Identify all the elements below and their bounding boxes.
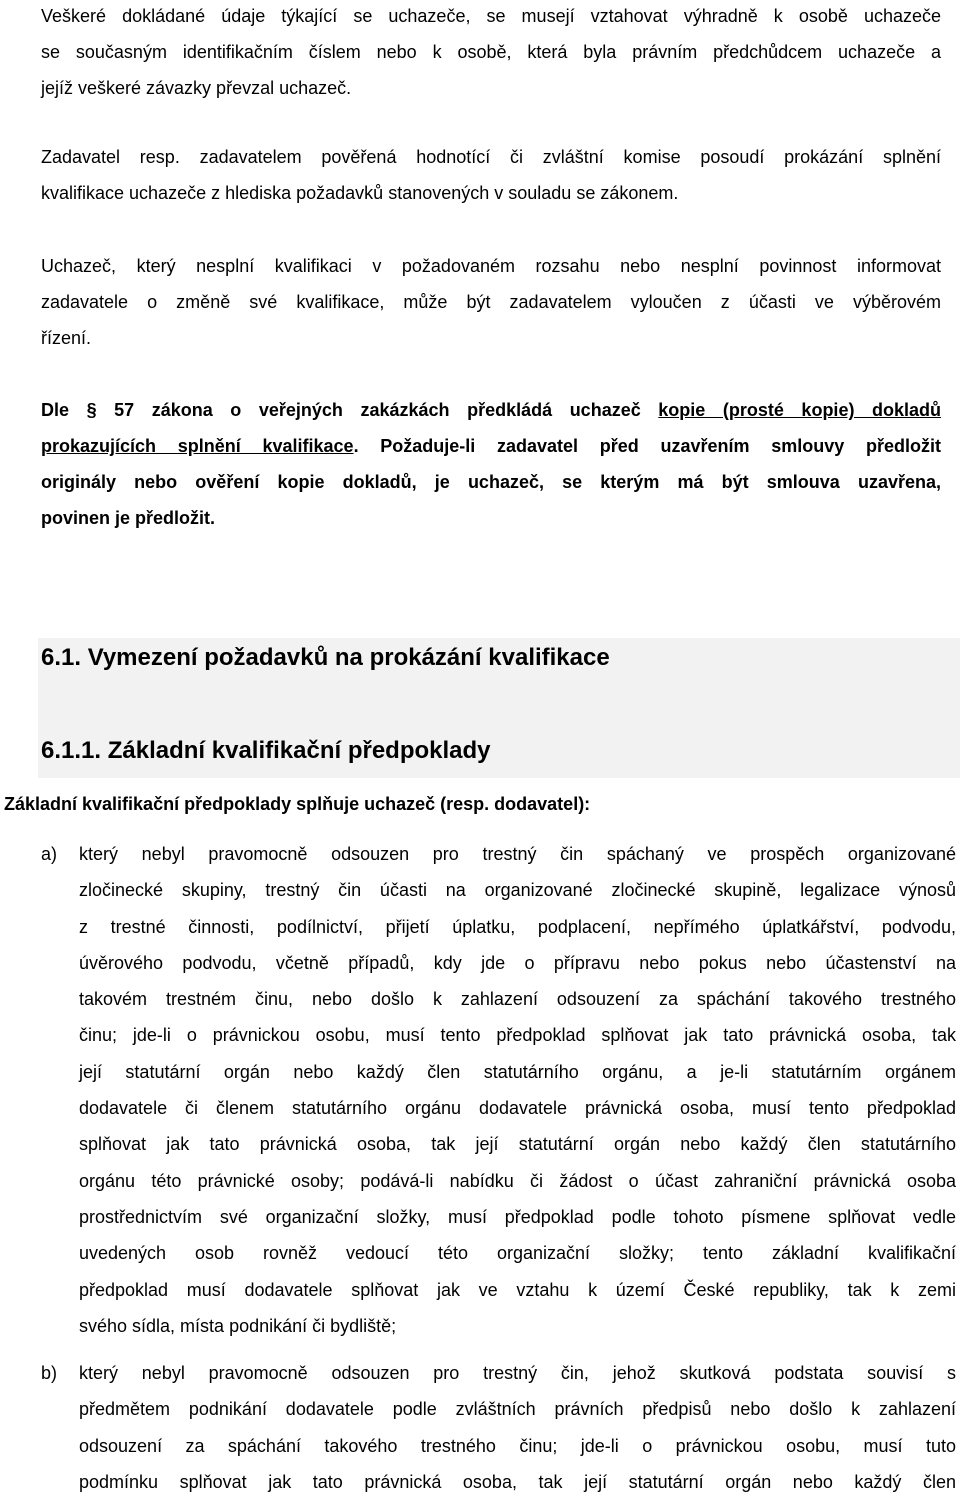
list-item-line: úvěrového podvodu, včetně případů, kdy jde o přípravu nebo pokus nebo účastenství na bbox=[79, 952, 956, 973]
list-item-line: odsouzení za spáchání takového trestného činu; jde-li o právnickou osobu, musí tuto bbox=[79, 1435, 956, 1456]
underlined-text: kopie (prosté kopie) dokladů bbox=[658, 400, 942, 420]
paragraph-documents bbox=[41, 392, 941, 536]
section-heading: 6.1. Vymezení požadavků na prokázání kvalifikace bbox=[41, 644, 610, 671]
list-item bbox=[41, 1355, 956, 1500]
paragraph-line: řízení. bbox=[41, 328, 92, 348]
paragraph-text: Dle § 57 zákona o veřejných zakázkách předkládá uchazeč bbox=[41, 400, 659, 420]
list-item-line: prostřednictvím své organizační složky, musí předpoklad podle tohoto písmene splňovat vedle bbox=[79, 1206, 956, 1227]
list-item-line: uvedených osob rovněž vedoucí této organizační složky; tento základní kvalifikační bbox=[79, 1243, 956, 1264]
list-item-line: který nebyl pravomocně odsouzen pro trestný čin, jehož skutková podstata souvisí s bbox=[79, 1363, 956, 1383]
paragraph-line: zadavatele o změně své kvalifikace, může být zadavatelem vyloučen z účasti ve výběrovém bbox=[41, 292, 941, 312]
list-item-label: a) bbox=[41, 844, 58, 864]
list-item-line: zločinecké skupiny, trestný čin účasti na organizované zločinecké skupině, legalizace výnosů bbox=[79, 880, 956, 901]
underlined-text: prokazujících splnění kvalifikace bbox=[41, 436, 354, 456]
paragraph-line: originály nebo ověření kopie dokladů, je uchazeč, se kterým má být smlouva uzavřena, bbox=[41, 472, 941, 492]
list-item-body bbox=[79, 836, 956, 1344]
list-item-line: takovém trestném činu, nebo došlo k zahlazení odsouzení za spáchání takového trestného bbox=[79, 989, 956, 1010]
paragraph-line: jejíž veškeré závazky převzal uchazeč. bbox=[41, 78, 352, 98]
list-item-label: b) bbox=[41, 1363, 58, 1383]
list-item-line: předpoklad musí dodavatele splňovat jak ve vztahu k území České republiky, tak k zemi bbox=[79, 1279, 956, 1300]
paragraph-line bbox=[41, 392, 941, 428]
paragraph-line: Zadavatel resp. zadavatelem pověřená hodnotící či zvláštní komise posoudí prokázání splnění bbox=[41, 147, 941, 167]
paragraph-line: kvalifikace uchazeče z hlediska požadavků stanovených v souladu se zákonem. bbox=[41, 183, 679, 203]
paragraph-exclusion bbox=[41, 248, 941, 356]
list-item-line: svého sídla, místa podnikání či bydliště; bbox=[79, 1315, 397, 1336]
paragraph-line bbox=[41, 428, 941, 464]
list-item-line: podmínku splňovat jak tato právnická osoba, tak její statutární orgán nebo každý člen bbox=[79, 1471, 956, 1492]
paragraph-text: . Požaduje-li zadavatel před uzavřením smlouvy předložit bbox=[353, 436, 941, 456]
list-item-line: činu; jde-li o právnickou osobu, musí tento předpoklad splňovat jak tato právnická osoba, tak bbox=[79, 1025, 956, 1046]
list-item-line: orgánu této právnické osoby; podává-li nabídku či žádost o účast zahraniční právnická osoba bbox=[79, 1170, 956, 1191]
paragraph-line: se současným identifikačním číslem nebo k osobě, která byla právním předchůdcem uchazeče a bbox=[41, 42, 941, 62]
list-item-line: předmětem podnikání dodavatele podle zvláštních právních předpisů nebo došlo k zahlazení bbox=[79, 1399, 956, 1420]
paragraph-assessment bbox=[41, 139, 941, 211]
paragraph-line: Veškeré dokládané údaje týkající se uchazeče, se musejí vztahovat výhradně k osobě uchazeče bbox=[41, 6, 941, 26]
list-item-line: který nebyl pravomocně odsouzen pro trestný čin spáchaný ve prospěch organizované bbox=[79, 844, 956, 864]
paragraph-identity bbox=[41, 0, 941, 106]
requirements-intro: Základní kvalifikační předpoklady splňuje uchazeč (resp. dodavatel): bbox=[4, 794, 591, 814]
list-item bbox=[41, 836, 956, 1344]
list-item-body bbox=[79, 1355, 956, 1500]
paragraph-line: povinen je předložit. bbox=[41, 508, 216, 528]
list-item-line: dodavatele či členem statutárního orgánu dodavatele právnická osoba, musí tento předpoklad bbox=[79, 1098, 956, 1119]
paragraph-line: Uchazeč, který nesplní kvalifikaci v požadovaném rozsahu nebo nesplní povinnost informovat bbox=[41, 256, 941, 276]
subsection-heading: 6.1.1. Základní kvalifikační předpoklady bbox=[41, 737, 491, 764]
list-item-line: splňovat jak tato právnická osoba, tak její statutární orgán nebo každý člen statutárního bbox=[79, 1134, 956, 1155]
list-item-line: její statutární orgán nebo každý člen statutárního orgánu, a je-li statutárním orgánem bbox=[79, 1061, 956, 1082]
list-item-line: z trestné činnosti, podílnictví, přijetí úplatku, podplacení, nepřímého úplatkářství, podvodu, bbox=[79, 916, 956, 937]
